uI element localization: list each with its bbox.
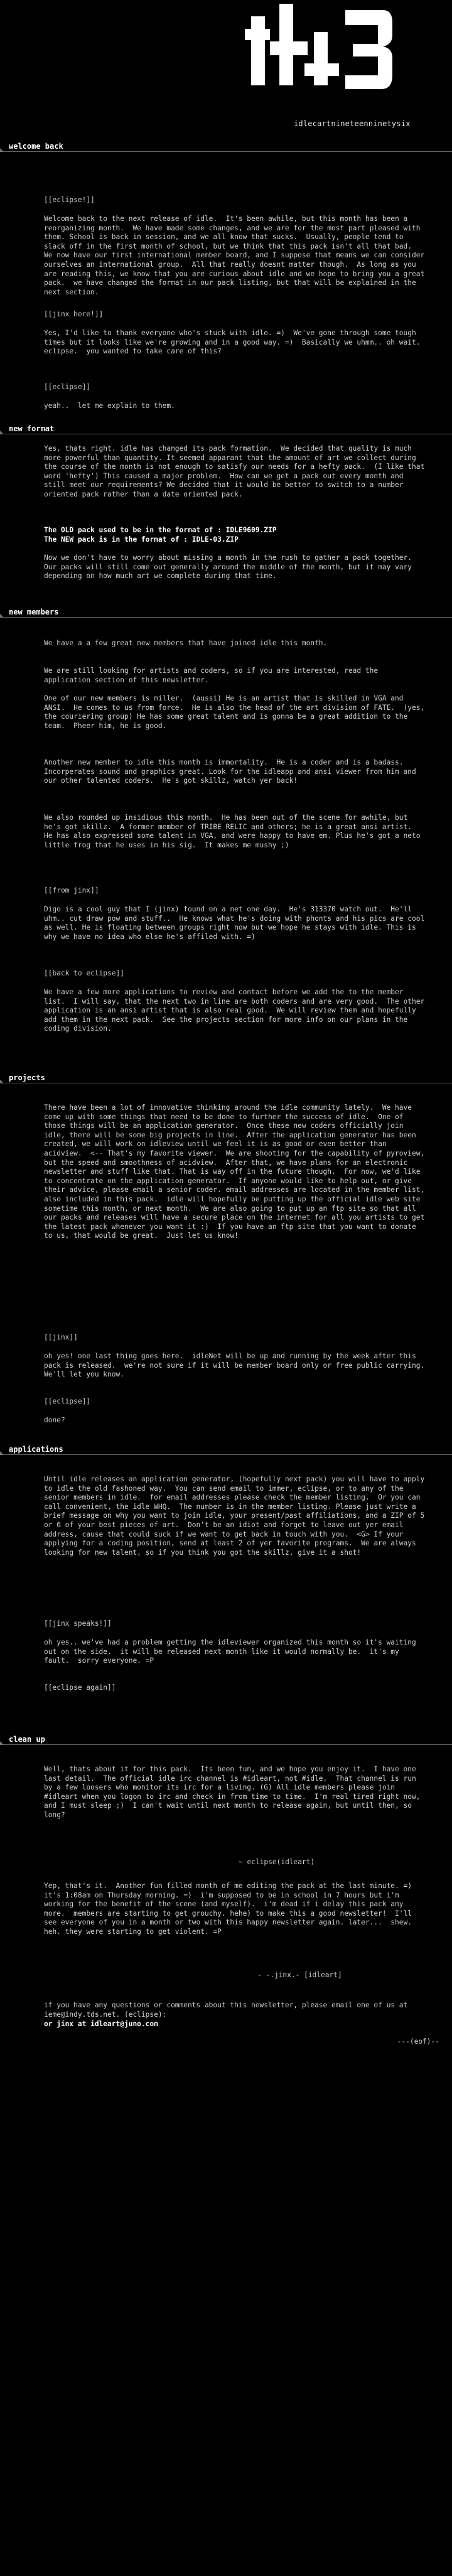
cleanup-paragraph: Well, thats about it for this pack. Its been fun, and we hope you enjoy it. I have one last detail. The official idle irc channel is #idleart, not #idle. That channel is run by a few loosers who monitor its irc for a living. (G) All idle members please join #idleart when you logon to irc and check in from time to time. I'm real tired right now, and I must sleep ;) I can't wait until next month to release again, but until then, so long? bbox=[44, 1765, 425, 1819]
speaker-label: [[jinx speaks!]] bbox=[44, 1619, 112, 1628]
masthead: idlecartnineteenninetysix bbox=[294, 119, 411, 128]
signature-jinx: - -.jinx.- [idleart] bbox=[257, 1971, 342, 1979]
section-rule bbox=[0, 617, 452, 618]
section-rule bbox=[0, 1454, 452, 1455]
contact-line-jinx: or jinx at idleart@juno.com bbox=[44, 2020, 158, 2028]
members-paragraph: We also rounded up insidious this month. He has been out of the scene for awhile, but he's got skillz. A former member of TRIBE RELIC and others; he is a great ansi artist. He has also expressed some talent in VGA, and were happy to have em. Plus he's got a neto little frog that he uses in his sig. It makes me mushy ;) bbox=[44, 813, 425, 849]
members-paragraph: Digo is a cool guy that I (jinx) found on a net one day. He's 313370 watch out. He'll uhm.. cut draw pow and stuff.. He knows what he's doing with phonts and his pics are cool as well. He is floating between groups right now but we hope he stays with idle. This is why we have no idea who else he's affiled with. =) bbox=[44, 905, 429, 941]
applications-paragraph: Until idle releases an application generator, (hopefully next pack) you will have to apply to idle the old fashoned way. You can send email to immer, eclipse, or to any of the senior members in idle. for email addresses please check the member listing. Or you can call convenient, the idle WHQ. The number is in the member listing. Please just write a brief message on why you want to join idle, your present/past affiliations, and a ZIP of 5 or 6 of your best pieces of art. Don't be an idiot and forget to leave out yer email address, cause that could suck if we want to get back in touch with you. <G> If your applying for a coding position, send at least 2 of yer favorite programs. We are always looking for new talent, so if you think you got the skillz, give it a shot! bbox=[44, 1475, 429, 1557]
cleanup-paragraph: Yep, that's it. Another fun filled month of me editing the pack at the last minute. =) it's 1:08am on Thursday morning. =) i'm supposed to be in school in 7 hours but i'm working for the benefit of the scene (and myself). i'm dead if i delay this pack any more. members are starting to get grouchy. hehe) to make this a good newsletter! I'll see everyone of you in a month or two with this happy newsletter again. later... shew. heh. they were starting to get violent. =P bbox=[44, 1882, 421, 1936]
section-title-cleanup: clean up bbox=[9, 1735, 45, 1744]
old-format-line: The OLD pack used to be in the format of : IDLE9609.ZIP bbox=[44, 526, 277, 534]
speaker-label: [[eclipse again]] bbox=[44, 1683, 116, 1692]
projects-paragraph: oh yes! one last thing goes here. idleNet will be up and running by the week after this pack is released. we're not sure if it will be member board only or free public carrying. We'll let you know. bbox=[44, 1352, 433, 1379]
projects-paragraph: There have been a lot of innovative thinking around the idle community lately. We have come up with some things that need to be done to further the success of idle. One of those things will be an application generator. Once these new coders officially join idle, there will be some big projects in line. After the application generator has been created, we will work on idleview until we feel it is as good or even better than acidview. <-- That's my favorite viewer. We are shooting for the capability of pyroview, but the speed and smoothness of acidview. After that, we have plans for an electronic newsletter and stuff like that. That is way off in the future though. For now, we'd like to concentrate on the application generator. If anyone would like to help out, or give their advice, please email a senior coder. email addresses are located in the member list, also included in this pack. idle will hopefully be putting up the official idle web site sometime this month, or next month. We are also going to put up an ftp site so that all our packs and releases will have a secure place on the internet for all you artists to get the latest pack whenever you want it :) If you have an ftp site that you want to donate to us, that would be great. Just let us know! bbox=[44, 1103, 429, 1240]
welcome-paragraph: Welcome back to the next release of idle. It's been awhile, but this month has been a reorganizing month. We have made some changes, and we are for the most part pleased with them. School is back in session, and we all know that sucks. Usually, people tend to slack off in the first month of school, but we think that this pack isn't all that bad. We now have our first international member board, and I suppose that means we can consider ourselves an international group. All that really doesnt matter though. As long as you are reading this, we know that you are curious about idle and we hope to bring you a great pack. we have changed the format in our pack listing, but that will be explained in the next section. bbox=[44, 215, 429, 296]
members-paragraph: We are still looking for artists and coders, so if you are interested, read the application section of this newsletter. bbox=[44, 667, 382, 684]
members-paragraph: Another new member to idle this month is immortality. He is a coder and is a badass. Incorperates sound and graphics great. Look for the idleapp and ansi viewer from him and our other talented coders. He's got skillz, watch yer back! bbox=[44, 758, 421, 785]
speaker-label: [[eclipse!]] bbox=[44, 196, 95, 204]
section-rule bbox=[0, 1744, 452, 1745]
contact-paragraph: if you have any questions or comments about this newsletter, please email one of us at ieme@indy.tds.net. (eclipse): bbox=[44, 2001, 412, 2019]
welcome-paragraph: yeah.. let me explain to them. bbox=[44, 402, 175, 410]
speaker-label: [[jinx]] bbox=[44, 1333, 78, 1341]
speaker-label: [[from jinx]] bbox=[44, 886, 99, 894]
section-title-members: new members bbox=[9, 608, 59, 616]
speaker-label: [[back to eclipse]] bbox=[44, 969, 124, 977]
projects-paragraph: done? bbox=[44, 1416, 65, 1424]
speaker-label: [[eclipse]] bbox=[44, 1397, 91, 1405]
members-paragraph: One of our new members is miller. (aussi) He is an artist that is skilled in VGA and ANSI. He comes to us from force. He is also the head of the art division of FATE. (yes, the couriering group) He has some great talent and is gonna be a great addition to the team. Pheer him, he is good. bbox=[44, 694, 429, 730]
section-title-applications: applications bbox=[9, 1445, 63, 1454]
section-rule bbox=[0, 151, 452, 152]
format-paragraph: Now we don't have to worry about missing a month in the rush to gather a pack together. Our packs will still come out generally around the middle of the month, but it may vary depending on how much art we complete during that time. bbox=[44, 554, 421, 581]
speaker-label: [[jinx here!]] bbox=[44, 310, 104, 318]
speaker-label: [[eclipse]] bbox=[44, 383, 91, 391]
section-title-projects: projects bbox=[9, 1073, 45, 1082]
format-paragraph: Yes, thats right. idle has changed its pack formation. We decided that quality is much more powerful than quantity. It seemed apparant that the amount of art we collect during the course of the month is not enough to satisfy our needs for a hefty pack. (I like that word 'hefty') This caused a major problem. How can we get a pack out every month and still meet our requirements? We decided that it would be better to switch to a number oriented pack rather than a date oriented pack. bbox=[44, 444, 429, 498]
applications-paragraph: oh yes.. we've had a problem getting the idleviewer organized this month so it's waiting out on the side. it will be released next month like it would normally be. it's my fault. sorry everyone. =P bbox=[44, 1638, 421, 1665]
welcome-paragraph: Yes, I'd like to thank everyone who's stuck with idle. =) We've gone through some tough times but it looks like we're growing and in a good way. =) Basically we uhmm.. oh wait. eclipse. you wanted to take care of this? bbox=[44, 329, 429, 356]
members-paragraph: We have a a few great new members that have joined idle this month. bbox=[44, 639, 328, 647]
section-title-welcome: welcome back bbox=[9, 142, 63, 151]
signature-eclipse: ~ eclipse(idleart) bbox=[239, 1858, 315, 1866]
idle-logo bbox=[245, 4, 396, 98]
end-of-file-marker: ---(eof)-- bbox=[397, 2037, 439, 2046]
section-title-format: new format bbox=[9, 424, 55, 433]
members-paragraph: We have a few more applications to review and contact before we add the to the member list. I will say, that the next two in line are both coders and are very good. The other application is an ansi artist that is also real good. We will review them and hopefully add them in the next pack. See the projects section for more info on our plans in the coding division. bbox=[44, 988, 429, 1033]
new-format-line: The NEW pack is in the format of : IDLE-03.ZIP bbox=[44, 535, 239, 544]
